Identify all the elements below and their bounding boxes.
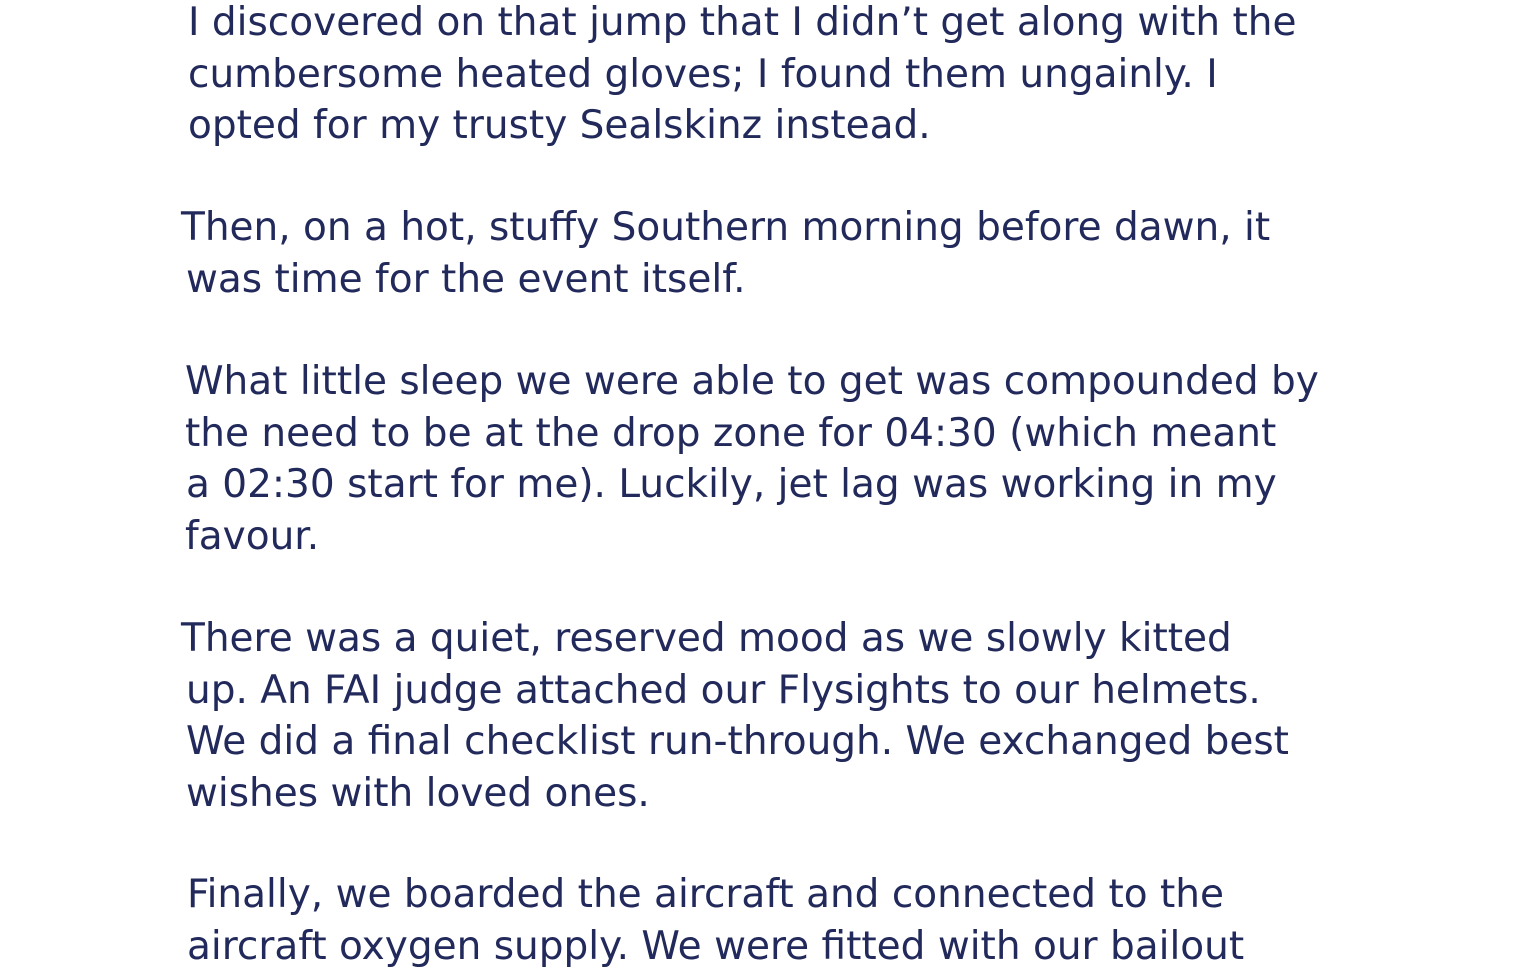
paragraph-line: What little sleep we were able to get was compounded by — [185, 356, 1319, 408]
paragraph-line: Then, on a hot, stuffy Southern morning before dawn, it — [181, 202, 1270, 254]
paragraph-line: I discovered on that jump that I didn’t get along with the — [188, 0, 1296, 49]
paragraph-kitting-up — [181, 613, 1289, 819]
paragraph-line: opted for my trusty Sealskinz instead. — [188, 100, 1296, 152]
paragraph-sleep — [185, 356, 1319, 562]
paragraph-event-morning — [181, 202, 1270, 305]
paragraph-line: Finally, we boarded the aircraft and connected to the — [187, 869, 1244, 921]
paragraph-line: We did a final checklist run-through. We exchanged best — [181, 716, 1289, 768]
paragraph-line: cumbersome heated gloves; I found them ungainly. I — [188, 49, 1296, 101]
paragraph-line: There was a quiet, reserved mood as we slowly kitted — [181, 613, 1289, 665]
paragraph-heated-gloves — [188, 0, 1296, 152]
paragraph-line: a 02:30 start for me). Luckily, jet lag was working in my — [185, 459, 1319, 511]
paragraph-line: favour. — [185, 511, 1319, 563]
paragraph-line: was time for the event itself. — [181, 254, 1270, 306]
paragraph-line: aircraft oxygen supply. We were fitted with our bailout — [187, 921, 1244, 972]
paragraph-line: the need to be at the drop zone for 04:30 (which meant — [185, 408, 1319, 460]
paragraph-line: wishes with loved ones. — [181, 768, 1289, 820]
paragraph-boarding — [187, 869, 1244, 972]
paragraph-line: up. An FAI judge attached our Flysights to our helmets. — [181, 665, 1289, 717]
